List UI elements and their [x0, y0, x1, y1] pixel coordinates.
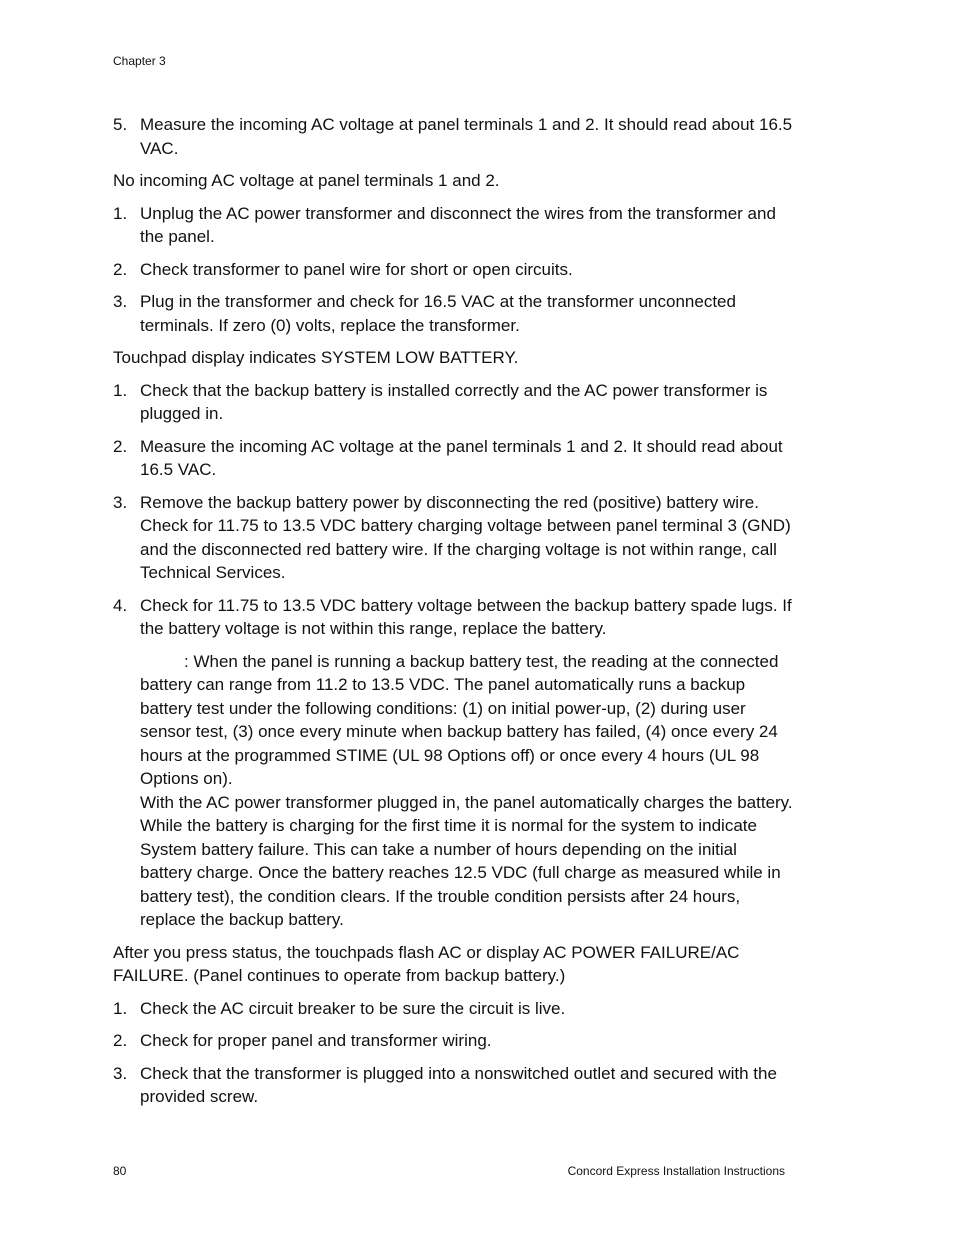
list-item [113, 435, 793, 482]
note-block [140, 650, 793, 932]
list-number: 3. [113, 292, 128, 311]
list-text: Check for proper panel and transformer wiring. [140, 1031, 492, 1050]
list-item [113, 290, 793, 337]
list-number: 4. [113, 595, 128, 615]
list-text: Remove the backup battery power by disconnecting the red (positive) battery wire. Check for 11.75 to 13.5 VDC battery charging voltage between panel terminal 3 (GND) and the disconnected red battery wire. If the charging voltage is not within range, call Technical Services. [140, 492, 791, 582]
list-item [113, 258, 793, 282]
page-number: 80 [113, 1164, 127, 1178]
list-item [113, 379, 793, 426]
document-title: Concord Express Installation Instructions [567, 1164, 785, 1178]
list-text: Unplug the AC power transformer and disconnect the wires from the transformer and the panel. [140, 203, 776, 246]
list-text: Measure the incoming AC voltage at the panel terminals 1 and 2. It should read about 16.5 VAC. [140, 436, 783, 479]
note-text: : When the panel is running a backup battery test, the reading at the connected battery can range from 11.2 to 13.5 VDC. The panel automatically runs a backup battery test under the following conditions: (1) on initial power-up, (2) during user sensor test, (3) once every minute when backup battery has failed, (4) once every 24 hours at the programmed STIME (UL 98 Options off) or once every 4 hours (UL 98 Options on). [140, 651, 779, 788]
list-number: 1. [113, 998, 128, 1018]
list-text: Check the AC circuit breaker to be sure the circuit is live. [140, 998, 566, 1018]
page-content [113, 113, 793, 1118]
list-text: Check that the backup battery is installed correctly and the AC power transformer is plugged in. [140, 380, 768, 423]
list-text: Check that the transformer is plugged into a nonswitched outlet and secured with the provided screw. [140, 1063, 777, 1106]
note-paragraph: With the AC power transformer plugged in, the panel automatically charges the battery. While the battery is charging for the first time it is normal for the system to indicate System battery failure. This can take a number of hours depending on the initial battery charge. Once the battery reaches 12.5 VDC (full charge as measured while in battery test), the condition clears. If the trouble condition persists after 24 hours, replace the backup battery. [140, 792, 793, 929]
list-text: Plug in the transformer and check for 16.5 VAC at the transformer unconnected terminals. If zero (0) volts, replace the transformer. [140, 292, 736, 335]
list-number: 2. [113, 436, 128, 456]
list-text: Check transformer to panel wire for short or open circuits. [140, 259, 573, 279]
list-item [113, 594, 793, 641]
list-number: 2. [113, 1031, 128, 1050]
list-number: 1. [113, 380, 128, 400]
list-number: 1. [113, 203, 128, 223]
list-item [113, 1029, 793, 1053]
list-item [113, 202, 793, 249]
list-number: 5. [113, 115, 128, 134]
list-text: Check for 11.75 to 13.5 VDC battery voltage between the backup battery spade lugs. If the battery voltage is not within this range, replace the battery. [140, 595, 792, 638]
list-item [113, 113, 793, 160]
list-item [113, 491, 793, 585]
section-heading: No incoming AC voltage at panel terminals 1 and 2. [113, 171, 500, 190]
list-number: 3. [113, 1063, 128, 1083]
list-item [113, 1062, 793, 1109]
section-heading: After you press status, the touchpads flash AC or display AC POWER FAILURE/AC FAILURE. (Panel continues to operate from backup battery.) [113, 942, 740, 985]
list-number: 2. [113, 259, 128, 279]
list-item [113, 997, 793, 1021]
note-paragraph [140, 650, 793, 791]
section-heading: Touchpad display indicates SYSTEM LOW BATTERY. [113, 348, 519, 367]
list-number: 3. [113, 492, 128, 512]
chapter-header: Chapter 3 [113, 54, 166, 68]
list-text: Measure the incoming AC voltage at panel terminals 1 and 2. It should read about 16.5 VAC. [140, 115, 793, 158]
